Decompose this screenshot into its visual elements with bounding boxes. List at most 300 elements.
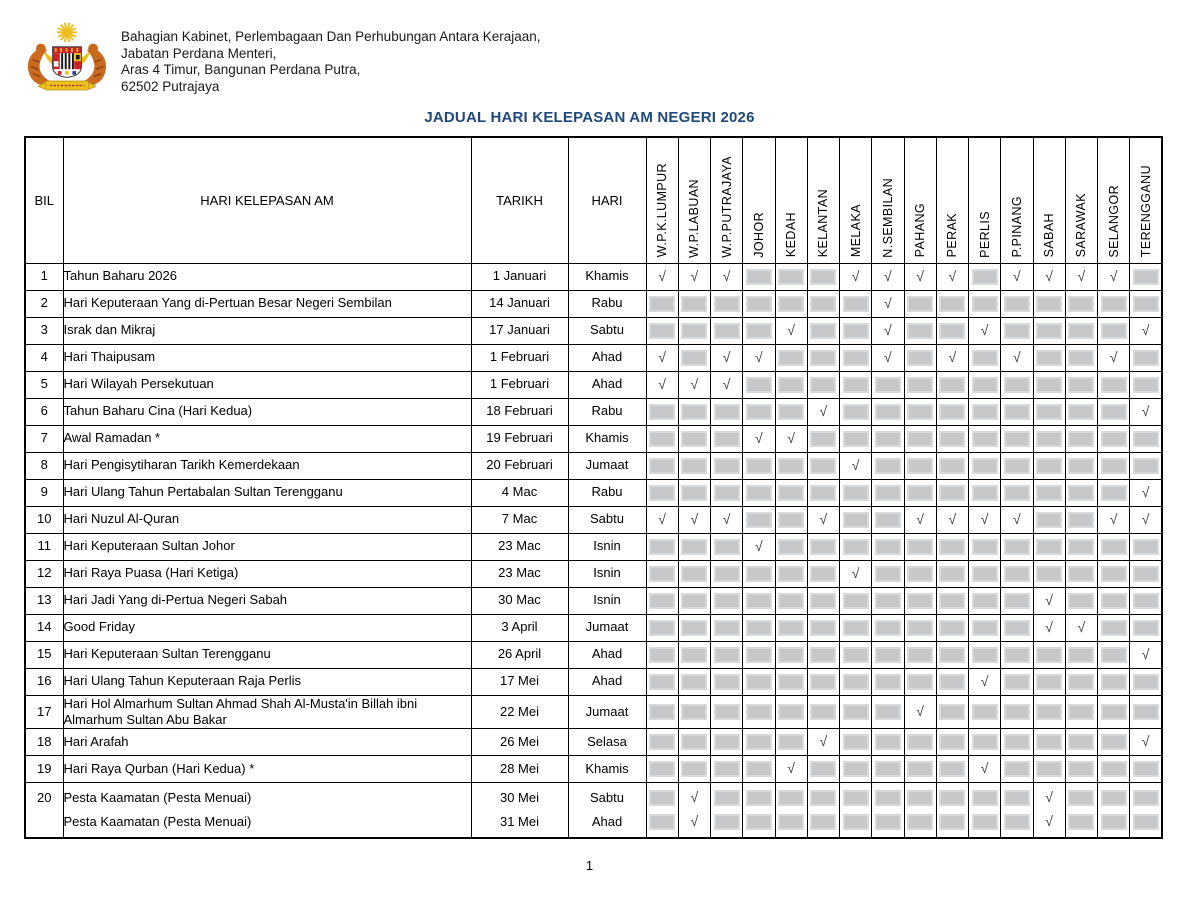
letterhead-line-4: 62502 Putrajaya	[121, 78, 220, 94]
state-mark-cell	[969, 533, 1001, 560]
state-mark-cell	[969, 729, 1001, 756]
gray-box	[649, 404, 675, 420]
state-mark-cell	[775, 479, 807, 506]
gray-box	[1101, 539, 1127, 555]
state-mark-cell	[1033, 695, 1065, 729]
gray-box	[714, 296, 740, 312]
state-mark-cell	[969, 452, 1001, 479]
gray-box	[843, 647, 869, 663]
check-mark: √	[1045, 813, 1053, 830]
gray-box	[778, 377, 804, 393]
state-mark-cell	[1098, 560, 1130, 587]
check-mark: √	[690, 789, 699, 806]
state-mark-cell	[678, 695, 710, 729]
gray-box	[649, 323, 675, 339]
check-mark: √	[1109, 348, 1118, 365]
state-mark-cell	[743, 756, 775, 783]
gray-box	[649, 647, 675, 663]
state-mark-cell	[1033, 425, 1065, 452]
holiday-name-cell: Hari Hol Almarhum Sultan Ahmad Shah Al-Musta'in Billah ibni Almarhum Sultan Abu Bakar	[63, 695, 471, 729]
state-mark-cell	[1001, 506, 1033, 533]
date-cell: 7 Mac	[471, 506, 568, 533]
gray-box	[681, 593, 707, 609]
gray-box	[1101, 647, 1127, 663]
state-mark-cell	[1098, 371, 1130, 398]
state-mark-cell	[840, 533, 872, 560]
holiday-row	[25, 614, 1162, 641]
state-mark-cell	[1130, 317, 1162, 344]
state-mark-cell	[743, 587, 775, 614]
col-header-state-pahang	[904, 137, 936, 263]
gray-box	[875, 734, 901, 750]
state-mark-cell	[1065, 506, 1097, 533]
gray-box	[843, 377, 869, 393]
bil-cell: 12	[25, 560, 63, 587]
col-header-state-kelantan	[807, 137, 839, 263]
state-mark-cell	[1098, 479, 1130, 506]
col-header-bil: BIL	[25, 137, 63, 263]
state-mark-cell	[1001, 729, 1033, 756]
state-mark-cell	[936, 729, 968, 756]
date-cell	[471, 783, 568, 839]
state-name-label: KEDAH	[784, 212, 799, 258]
gray-box	[939, 593, 965, 609]
state-mark-cell	[678, 560, 710, 587]
state-mark-cell	[807, 668, 839, 695]
day-cell: Ahad	[568, 371, 646, 398]
day-cell: Khamis	[568, 263, 646, 290]
state-mark-cell	[1033, 587, 1065, 614]
state-mark-cell	[807, 587, 839, 614]
state-mark-cell	[711, 756, 743, 783]
gray-box	[1068, 539, 1094, 555]
gray-box	[1036, 761, 1062, 777]
state-mark-cell	[807, 398, 839, 425]
state-name-label: P.PINANG	[1009, 196, 1024, 258]
mark-stack	[776, 783, 807, 837]
mark-stack	[905, 783, 936, 837]
check-mark: √	[819, 402, 828, 419]
state-mark-cell	[969, 344, 1001, 371]
state-mark-cell	[1033, 668, 1065, 695]
day-cell: Isnin	[568, 560, 646, 587]
gray-box	[875, 704, 901, 720]
state-mark-cell	[1033, 479, 1065, 506]
holiday-name-cell: Hari Arafah	[63, 729, 471, 756]
state-mark-cell	[1033, 398, 1065, 425]
state-mark-cell	[743, 344, 775, 371]
gray-box	[875, 539, 901, 555]
check-mark: √	[1141, 321, 1150, 338]
state-mark-cell	[840, 614, 872, 641]
state-mark-cell	[872, 641, 904, 668]
check-mark: √	[755, 429, 763, 446]
check-mark: √	[755, 348, 763, 365]
state-name-label: SELANGOR	[1106, 184, 1121, 258]
col-header-state-perak	[936, 137, 968, 263]
gray-box	[972, 377, 998, 393]
gray-box	[1004, 323, 1030, 339]
state-mark-cell	[904, 587, 936, 614]
bil-value-empty	[42, 814, 46, 830]
holiday-name-cell: Hari Keputeraan Sultan Terengganu	[63, 641, 471, 668]
bil-cell: 1	[25, 263, 63, 290]
state-mark-cell	[775, 452, 807, 479]
state-mark-cell	[775, 729, 807, 756]
holiday-name-cell: Hari Thaipusam	[63, 344, 471, 371]
bil-cell: 14	[25, 614, 63, 641]
gray-box	[1004, 647, 1030, 663]
state-mark-cell	[1001, 452, 1033, 479]
state-mark-cell	[711, 371, 743, 398]
gray-box	[1101, 704, 1127, 720]
state-mark-cell	[646, 317, 678, 344]
gray-box	[681, 761, 707, 777]
state-mark-cell	[646, 783, 678, 839]
state-mark-cell	[936, 317, 968, 344]
state-mark-cell	[807, 729, 839, 756]
gray-box	[1068, 734, 1094, 750]
state-mark-cell	[743, 425, 775, 452]
date-cell: 14 Januari	[471, 290, 568, 317]
date-cell: 28 Mei	[471, 756, 568, 783]
day-line: Sabtu	[590, 790, 624, 806]
gray-box	[1004, 761, 1030, 777]
day-cell: Rabu	[568, 479, 646, 506]
state-mark-cell	[936, 756, 968, 783]
state-mark-cell	[1065, 756, 1097, 783]
gray-box	[939, 404, 965, 420]
state-mark-cell	[807, 783, 839, 839]
state-mark-cell	[904, 560, 936, 587]
state-mark-cell	[646, 668, 678, 695]
gray-box	[778, 790, 804, 806]
gray-box	[1068, 647, 1094, 663]
day-cell: Khamis	[568, 756, 646, 783]
state-mark-cell	[872, 290, 904, 317]
gray-box	[972, 734, 998, 750]
gray-box	[714, 704, 740, 720]
state-mark-cell	[775, 641, 807, 668]
gray-box	[746, 790, 772, 806]
day-cell: Isnin	[568, 533, 646, 560]
state-mark-cell	[936, 533, 968, 560]
state-mark-cell	[678, 641, 710, 668]
state-mark-cell	[678, 263, 710, 290]
state-mark-cell	[775, 668, 807, 695]
check-mark: √	[1141, 510, 1150, 527]
gray-box	[1004, 377, 1030, 393]
check-mark: √	[755, 537, 763, 554]
gray-box	[649, 296, 675, 312]
gray-box	[746, 674, 772, 690]
state-mark-cell	[807, 479, 839, 506]
state-mark-cell	[646, 344, 678, 371]
gray-box	[843, 539, 869, 555]
gray-box	[1036, 296, 1062, 312]
gray-box	[681, 431, 707, 447]
gray-box	[972, 790, 998, 806]
state-mark-cell	[872, 263, 904, 290]
bil-cell: 19	[25, 756, 63, 783]
gray-box	[1068, 458, 1094, 474]
gray-box	[1036, 512, 1062, 528]
gray-box	[1101, 485, 1127, 501]
holiday-name-line: Pesta Kaamatan (Pesta Menuai)	[63, 790, 252, 806]
state-mark-cell	[1130, 398, 1162, 425]
holiday-row	[25, 263, 1162, 290]
gray-box	[907, 674, 933, 690]
col-header-state-sabah	[1033, 137, 1065, 263]
date-line: 30 Mei	[499, 790, 540, 806]
gray-box	[649, 790, 675, 806]
state-mark-cell	[775, 317, 807, 344]
check-mark: √	[722, 267, 731, 284]
gray-box	[714, 539, 740, 555]
state-mark-cell	[678, 533, 710, 560]
state-mark-cell	[872, 317, 904, 344]
gray-box	[1101, 814, 1127, 830]
gray-box	[939, 620, 965, 636]
gray-box	[907, 485, 933, 501]
gray-box	[907, 790, 933, 806]
gray-box	[649, 593, 675, 609]
gray-box	[1068, 674, 1094, 690]
state-mark-cell	[936, 452, 968, 479]
gray-box	[681, 674, 707, 690]
day-cell: Khamis	[568, 425, 646, 452]
state-mark-cell	[775, 533, 807, 560]
gray-box	[907, 620, 933, 636]
state-mark-cell	[646, 425, 678, 452]
state-mark-cell	[1065, 452, 1097, 479]
state-mark-cell	[969, 641, 1001, 668]
gray-box	[778, 485, 804, 501]
state-mark-cell	[646, 533, 678, 560]
state-mark-cell	[743, 533, 775, 560]
gray-box	[1101, 377, 1127, 393]
gray-box	[778, 296, 804, 312]
state-mark-cell	[904, 614, 936, 641]
state-mark-cell	[1098, 344, 1130, 371]
state-name-label: SABAH	[1042, 213, 1057, 258]
check-mark: √	[916, 510, 924, 527]
holiday-row	[25, 756, 1162, 783]
state-mark-cell	[1001, 756, 1033, 783]
holiday-name-cell: Israk dan Mikraj	[63, 317, 471, 344]
check-mark: √	[916, 267, 924, 284]
state-mark-cell	[1065, 398, 1097, 425]
state-mark-cell	[1001, 587, 1033, 614]
gray-box	[1036, 458, 1062, 474]
state-mark-cell	[872, 425, 904, 452]
state-mark-cell	[775, 344, 807, 371]
check-mark: √	[819, 733, 828, 750]
gray-box	[1004, 539, 1030, 555]
state-mark-cell	[969, 317, 1001, 344]
check-mark: √	[722, 510, 731, 527]
state-mark-cell	[807, 695, 839, 729]
check-mark: √	[980, 760, 989, 777]
state-mark-cell	[1130, 614, 1162, 641]
state-mark-cell	[872, 533, 904, 560]
state-mark-cell	[678, 614, 710, 641]
state-mark-cell	[807, 614, 839, 641]
date-cell: 23 Mac	[471, 560, 568, 587]
state-mark-cell	[904, 398, 936, 425]
check-mark: √	[1077, 618, 1086, 635]
check-mark: √	[1045, 267, 1053, 284]
state-mark-cell	[711, 479, 743, 506]
state-mark-cell	[1098, 506, 1130, 533]
state-mark-cell	[743, 506, 775, 533]
state-mark-cell	[711, 641, 743, 668]
gray-box	[649, 566, 675, 582]
state-mark-cell	[711, 614, 743, 641]
gray-box	[746, 761, 772, 777]
state-mark-cell	[1130, 668, 1162, 695]
gray-box	[875, 790, 901, 806]
gray-box	[1004, 814, 1030, 830]
mark-stack	[711, 783, 742, 837]
gray-box	[907, 539, 933, 555]
gray-box	[939, 323, 965, 339]
state-mark-cell	[711, 695, 743, 729]
state-mark-cell	[1001, 668, 1033, 695]
state-mark-cell	[743, 729, 775, 756]
gray-box	[939, 485, 965, 501]
gray-box	[907, 566, 933, 582]
day-cell: Ahad	[568, 668, 646, 695]
gray-box	[875, 431, 901, 447]
state-mark-cell	[1130, 290, 1162, 317]
state-name-label: KELANTAN	[816, 189, 831, 258]
gray-box	[746, 377, 772, 393]
bil-cell: 11	[25, 533, 63, 560]
gray-box	[843, 485, 869, 501]
gray-box	[972, 566, 998, 582]
gray-box	[1101, 431, 1127, 447]
state-mark-cell	[872, 756, 904, 783]
gray-box	[907, 377, 933, 393]
state-mark-cell	[678, 479, 710, 506]
state-mark-cell	[1130, 695, 1162, 729]
gray-box	[972, 350, 998, 366]
state-mark-cell	[1001, 695, 1033, 729]
state-mark-cell	[1098, 425, 1130, 452]
bil-cell: 13	[25, 587, 63, 614]
day-cell: Rabu	[568, 398, 646, 425]
gray-box	[649, 539, 675, 555]
gray-box	[714, 647, 740, 663]
gray-box	[1101, 593, 1127, 609]
check-mark: √	[690, 813, 699, 830]
bil-cell: 4	[25, 344, 63, 371]
check-mark: √	[884, 294, 892, 311]
state-mark-cell	[678, 783, 710, 839]
state-mark-cell	[840, 783, 872, 839]
col-header-state-selangor	[1098, 137, 1130, 263]
holiday-name-cell: Hari Ulang Tahun Pertabalan Sultan Terengganu	[63, 479, 471, 506]
check-mark: √	[980, 672, 989, 689]
day-line: Ahad	[591, 813, 623, 829]
gray-box	[1068, 790, 1094, 806]
state-mark-cell	[1001, 614, 1033, 641]
date-line: 31 Mei	[499, 813, 540, 829]
state-mark-cell	[678, 668, 710, 695]
holiday-row	[25, 695, 1162, 729]
check-mark: √	[722, 348, 731, 365]
holiday-name-cell: Hari Keputeraan Yang di-Pertuan Besar Negeri Sembilan	[63, 290, 471, 317]
state-mark-cell	[1130, 344, 1162, 371]
gray-box	[972, 647, 998, 663]
gray-box	[1036, 674, 1062, 690]
gray-box	[810, 485, 836, 501]
state-mark-cell	[807, 344, 839, 371]
day-cell: Isnin	[568, 587, 646, 614]
state-mark-cell	[1001, 479, 1033, 506]
gray-box	[746, 512, 772, 528]
gray-box	[875, 485, 901, 501]
gray-box	[972, 620, 998, 636]
gray-box	[972, 404, 998, 420]
gray-box	[649, 620, 675, 636]
state-name-label: N.SEMBILAN	[880, 177, 895, 258]
state-mark-cell	[807, 641, 839, 668]
state-mark-cell	[678, 587, 710, 614]
gray-box	[810, 620, 836, 636]
check-mark: √	[980, 510, 989, 527]
gray-box	[972, 485, 998, 501]
holiday-name-cell: Hari Raya Qurban (Hari Kedua) *	[63, 756, 471, 783]
name-stack	[64, 783, 471, 837]
holiday-row	[25, 560, 1162, 587]
state-mark-cell	[872, 452, 904, 479]
gray-box	[1133, 269, 1159, 285]
gray-box	[1101, 674, 1127, 690]
state-mark-cell	[1098, 317, 1130, 344]
gray-box	[939, 539, 965, 555]
holiday-row	[25, 371, 1162, 398]
day-stack	[569, 783, 646, 837]
state-mark-cell	[1033, 729, 1065, 756]
state-mark-cell	[904, 344, 936, 371]
holiday-row	[25, 425, 1162, 452]
gray-box	[939, 647, 965, 663]
gray-box	[972, 704, 998, 720]
state-mark-cell	[775, 290, 807, 317]
state-mark-cell	[646, 560, 678, 587]
state-mark-cell	[775, 506, 807, 533]
gray-box	[778, 566, 804, 582]
bil-cell: 3	[25, 317, 63, 344]
check-mark: √	[1109, 267, 1118, 284]
state-name-label: W.P.PUTRAJAYA	[719, 155, 734, 258]
state-mark-cell	[743, 290, 775, 317]
gray-box	[746, 404, 772, 420]
bil-cell: 7	[25, 425, 63, 452]
check-mark: √	[1109, 510, 1118, 527]
state-mark-cell	[646, 479, 678, 506]
state-mark-cell	[807, 756, 839, 783]
gray-box	[939, 674, 965, 690]
gray-box	[1004, 790, 1030, 806]
state-mark-cell	[1001, 425, 1033, 452]
state-mark-cell	[807, 425, 839, 452]
col-header-state-terengganu	[1130, 137, 1162, 263]
gray-box	[1068, 296, 1094, 312]
state-mark-cell	[1098, 695, 1130, 729]
